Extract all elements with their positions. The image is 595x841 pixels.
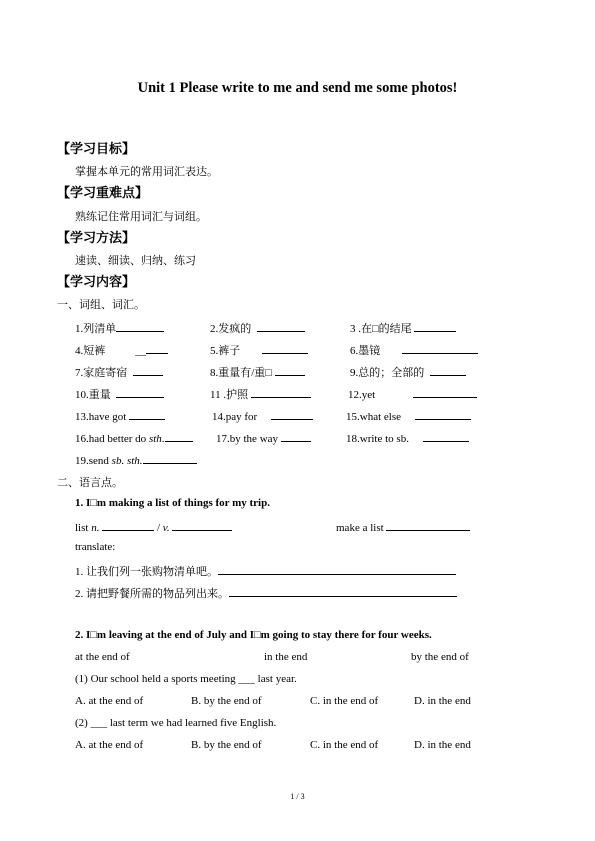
- q1-translate-1: 1. 让我们列一张购物清单吧。: [75, 563, 456, 579]
- vocab-item: 10.重量: [75, 386, 164, 402]
- vocab-item: 7.家庭寄宿: [75, 364, 163, 380]
- q1-sentence: 1. I□m making a list of things for my trip.: [75, 497, 270, 509]
- page-title: Unit 1 Please write to me and send me some photos!: [137, 80, 458, 96]
- vocab-item: 5.裤子: [210, 342, 308, 358]
- q2-sentence: 2. I□m leaving at the end of July and I□m going to stay there for four weeks.: [75, 629, 432, 641]
- vocab-item: 8.重量有/重□: [210, 364, 305, 380]
- vocab-item: 13.have got: [75, 408, 165, 423]
- option-b: B. by the end of: [191, 695, 262, 707]
- option-d: D. in the end: [414, 695, 471, 707]
- vocab-item: 4.短裤 __: [75, 342, 168, 358]
- vocab-item: 14.pay for: [212, 408, 313, 423]
- q1-make-list: make a list: [336, 519, 470, 534]
- vocab-item: 9.总的；全部的: [350, 364, 466, 380]
- key-heading: 【学习重难点】: [57, 185, 149, 200]
- option-a: A. at the end of: [75, 739, 144, 751]
- vocab-item: 12.yet: [348, 386, 477, 401]
- vocab-item: 3 .在□的结尾: [350, 320, 456, 336]
- vocab-item: 15.what else: [346, 408, 471, 423]
- vocab-item: 19.send sb. sth.: [75, 452, 197, 467]
- phrase-2: in the end: [264, 651, 308, 663]
- phrase-3: by the end of: [411, 651, 469, 663]
- method-text: 速读、细读、归纳、练习: [75, 255, 196, 267]
- option-d: D. in the end: [414, 739, 471, 751]
- q1-list-line: list n. / v.: [75, 519, 232, 534]
- vocab-item: 18.write to sb.: [346, 430, 469, 445]
- vocab-item: 11 .护照: [210, 386, 311, 402]
- vocab-item: 1.列清单: [75, 320, 164, 336]
- key-text: 熟练记住常用词汇与词组。: [75, 211, 207, 223]
- q2-sub-1: (1) Our school held a sports meeting ___ last year.: [75, 673, 297, 685]
- q1-translate-label: translate:: [75, 541, 116, 553]
- phrase-1: at the end of: [75, 651, 130, 663]
- part1-heading: 一、词组、词汇。: [57, 299, 145, 311]
- option-a: A. at the end of: [75, 695, 144, 707]
- option-c: C. in the end of: [310, 695, 379, 707]
- option-c: C. in the end of: [310, 739, 379, 751]
- vocab-item: 16.had better do sth.: [75, 430, 193, 445]
- vocab-item: 6.墨镜: [350, 342, 478, 358]
- content-heading: 【学习内容】: [57, 274, 136, 289]
- option-b: B. by the end of: [191, 739, 262, 751]
- goal-text: 掌握本单元的常用词汇表达。: [75, 166, 218, 178]
- part2-heading: 二、语言点。: [57, 477, 123, 489]
- page-number: 1 / 3: [290, 792, 305, 801]
- goal-heading: 【学习目标】: [57, 141, 136, 156]
- q1-translate-2: 2. 请把野餐所需的物品列出来。: [75, 585, 457, 601]
- vocab-item: 17.by the way: [216, 430, 311, 445]
- method-heading: 【学习方法】: [57, 230, 136, 245]
- vocab-item: 2.发疯的: [210, 320, 305, 336]
- q2-sub-2: (2) ___ last term we had learned five English.: [75, 717, 277, 729]
